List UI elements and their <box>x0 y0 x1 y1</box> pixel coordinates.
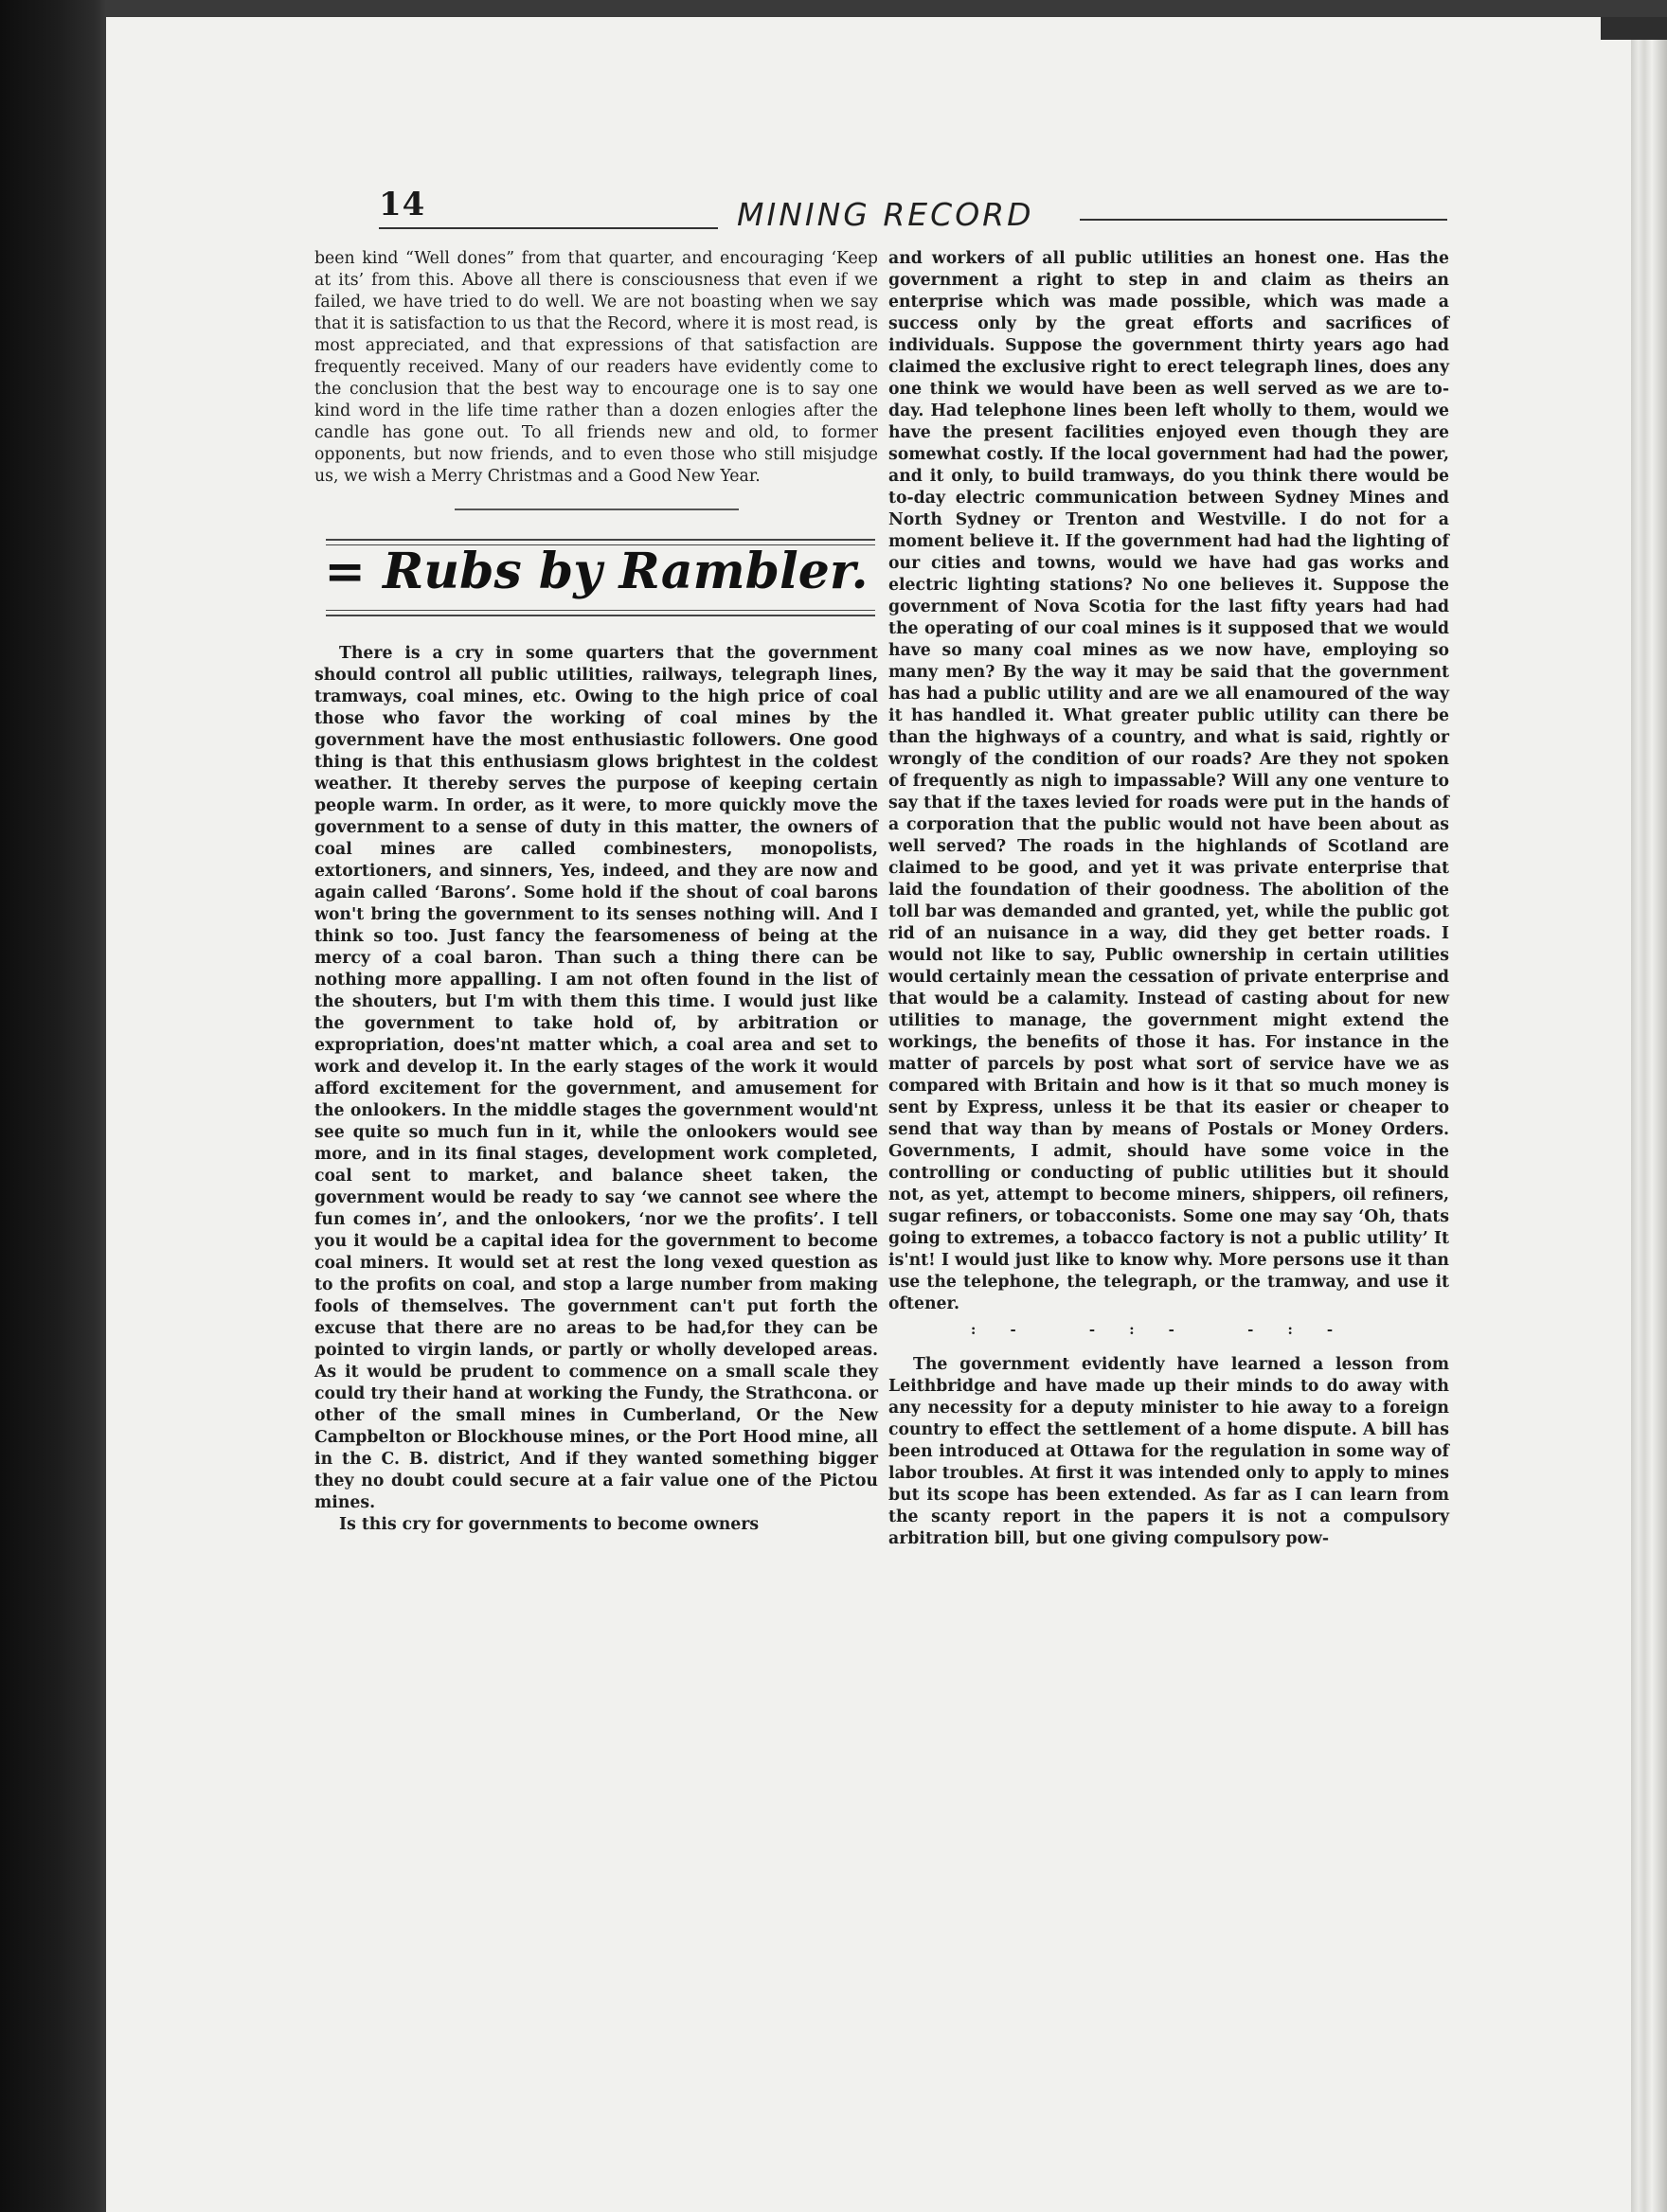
header-rule-right <box>1080 219 1447 221</box>
page-stack-edge <box>1631 28 1667 2212</box>
article-heading: = Rubs by Rambler. <box>324 543 869 600</box>
left-column <box>314 248 878 1536</box>
article-heading-box <box>314 545 878 610</box>
right-column <box>888 248 1449 1550</box>
heading-rule-bottom <box>326 610 875 616</box>
article-paragraph: There is a cry in some quarters that the government should control all public utilities, railways, telegraph lines, tramways, coal mines, etc. Owing to the high price of coal those who favor the working of coal mines by the government have the most enthusiastic followers. One good thing is that this enthusiasm glows brightest in the coldest weather. It thereby serves the purpose of keeping certain people warm. In order, as it were, to more quickly move the government to a sense of duty in this matter, the owners of coal mines are called combinesters, monopolists, extortioners, and sinners, Yes, indeed, and they are now and again called ‘Barons’. Some hold if the shout of coal barons won't bring the government to its senses nothing will. And I think so too. Just fancy the fearsomeness of being at the mercy of a coal baron. Than such a thing there can be nothing more appalling. I am not often found in the list of the shouters, but I'm with them this time. I would just like the government to take hold of, by arbitration or expropriation, does'nt matter which, a coal area and set to work and develop it. In the early stages of the work it would afford excitement for the government, and amusement for the onlookers. In the middle stages the government would'nt see quite so much fun in it, while the onlookers would see more, and in its final stages, development work completed, coal sent to market, and balance sheet taken, the government would be ready to say ‘we cannot see where the fun comes in’, and the onlookers, ‘nor we the profits’. I tell you it would be a capital idea for the government to become coal miners. It would set at rest the long vexed question as to the profits on coal, and stop a large number from making fools of themselves. The government can't put forth the excuse that there are no areas to be had,for they can be pointed to virgin lands, or partly or wholly developed areas. As it would be prudent to commence on a small scale they could try their hand at working the Fundy, the Strathcona. or other of the small mines in Cumberland, Or the New Campbelton or Blockhouse mines, or the Port Hood mine, all in the C. B. district, And if they wanted something bigger they no doubt could secure at a fair value one of the Pictou mines. <box>314 644 878 1512</box>
publication-title: MINING RECORD <box>737 196 1034 233</box>
article-paragraph: The government evidently have learned a lesson from Leithbridge and have made up their minds to do away with any necessity for a deputy minister to hie away to a foreign country to effect the settlement of a home dispute. A bill has been introduced at Ottawa for the regulation in some way of labor troubles. At first it was intended only to apply to mines but its scope has been extended. As far as I can learn from the scanty report in the papers it is not a compulsory arbitration bill, but one giving compulsory pow- <box>888 1355 1449 1548</box>
page-number: 14 <box>379 186 426 223</box>
intro-paragraph: been kind “Well dones” from that quarter, and encouraging ‘Keep at its’ from this. Above all there is consciousness that even if we failed, we have tried to do well. We are not boasting when we say that it is satisfaction to us that the Record, where it is most read, is most appreciated, and that expressions of that satisfaction are frequently received. Many of our readers have evidently come to the conclusion that the best way to encourage one is to say one kind word in the life time rather than a dozen enlogies after the candle has gone out. To all friends new and old, to former opponents, but now friends, and to even those who still misjudge us, we wish a Merry Christmas and a Good New Year. <box>314 249 878 486</box>
header-rule-left <box>379 227 718 229</box>
article-paragraph: Is this cry for governments to become owners <box>339 1515 760 1534</box>
article-paragraph: and workers of all public utilities an honest one. Has the government a right to step in and claim as theirs an enterprise which was made possible, which was made a success only by the great efforts and sacrifices of individuals. Suppose the government thirty years ago had claimed the exclusive right to erect telegraph lines, does any one think we would have been as well served as we are to-day. Had telephone lines been left wholly to them, would we have the present facilities enjoyed even though they are somewhat costly. If the local government had had the power, and it only, to build tramways, do you think there would be to-day electric communication between Sydney Mines and North Sydney or Trenton and Westville. I do not for a moment believe it. If the government had had the lighting of our cities and towns, would we have had gas works and electric lighting stations? No one believes it. Suppose the government of Nova Scotia for the last fifty years had had the operating of our coal mines is it supposed that we would have so many coal mines as we now have, employing so many men? By the way it may be said that the government has had a public utility and are we all enamoured of the way it has handled it. What greater public utility can there be than the highways of a country, and what is said, rightly or wrongly of the condition of our roads? Are they not spoken of frequently as nigh to impassable? Will any one venture to say that if the taxes levied for roads were put in the hands of a corporation that the public would not have been about as well served? The roads in the highlands of Scotland are claimed to be good, and yet it was private enterprise that laid the foundation of their goodness. The abolition of the toll bar was demanded and granted, yet, while the public got rid of an nuisance in a way, did they get better roads. I would not like to say, Public ownership in certain utilities would certainly mean the cessation of private enterprise and that would be a calamity. Instead of casting about for new utilities to manage, the government might extend the workings, the benefits of those it has. For instance in the matter of parcels by post what sort of service have we as compared with Britain and how is it that so much money is sent by Express, unless it be that its easier or cheaper to send that way than by means of Postals or Money Orders. Governments, I admit, should have some voice in the controlling or conducting of public utilities but it should not, as yet, attempt to become miners, shippers, oil refiners, sugar refiners, or tobacconists. Some one may say ‘Oh, thats going to extremes, a tobacco factory is not a public utility’ It is'nt! I would just like to know why. More persons use it than use the telephone, the telegraph, or the tramway, and use it oftener. <box>888 249 1449 1313</box>
section-separator: :- -:- -:- <box>970 1321 1368 1338</box>
scan-corner-shadow <box>1601 17 1667 40</box>
section-divider <box>455 508 739 510</box>
